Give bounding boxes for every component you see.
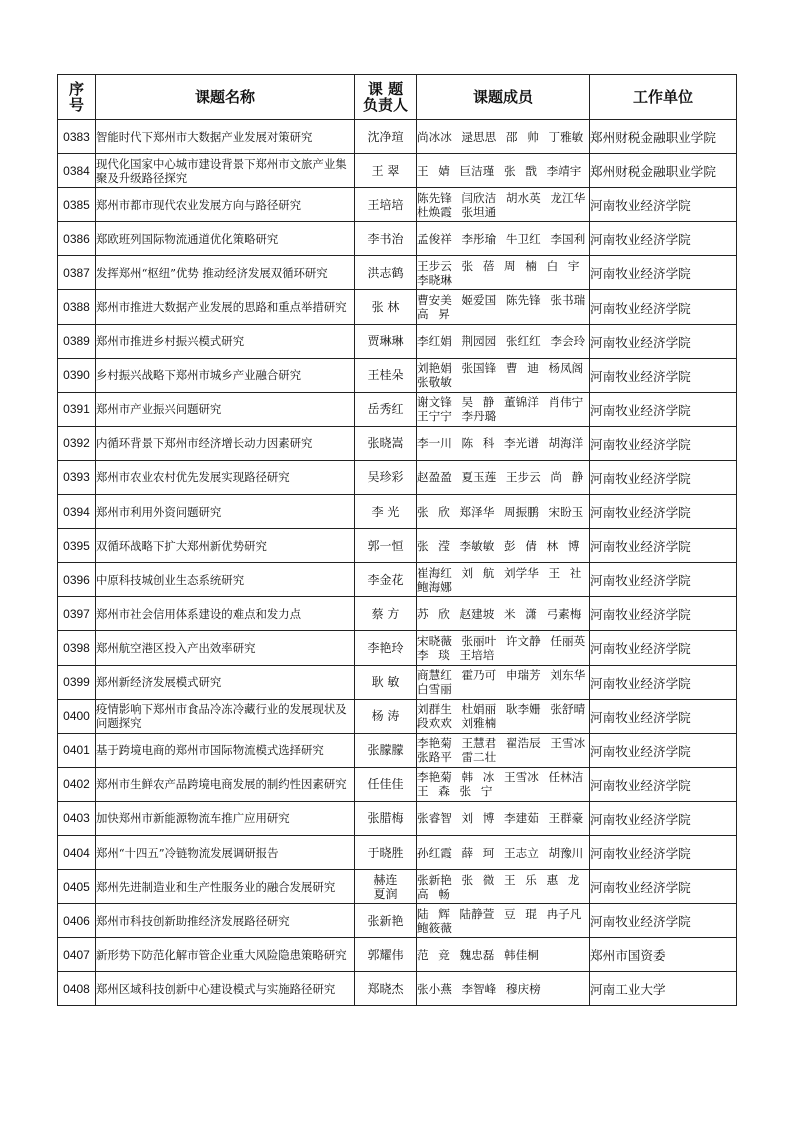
table-row	[58, 938, 737, 972]
topic-members: 刘群生 杜娟丽 耿李姗 张舒晴 段欢欢 刘雅楠	[417, 699, 590, 733]
work-unit: 河南牧业经济学院	[590, 290, 737, 324]
topic-title: 郑州“十四五”冷链物流发展调研报告	[96, 835, 355, 869]
table-row	[58, 631, 737, 665]
topic-members: 陈先锋 闫欣洁 胡水英 龙江华 杜焕霞 张坦通	[417, 188, 590, 222]
topic-leader: 于晓胜	[355, 835, 417, 869]
topic-number: 0400	[58, 699, 96, 733]
topic-title: 郑州航空港区投入产出效率研究	[96, 631, 355, 665]
work-unit: 河南牧业经济学院	[590, 256, 737, 290]
topic-title: 郑州市推进大数据产业发展的思路和重点举措研究	[96, 290, 355, 324]
topic-members: 陆 辉 陆静萱 豆 琨 冉子凡 鲍筱薇	[417, 904, 590, 938]
work-unit: 郑州市国资委	[590, 938, 737, 972]
topic-leader: 沈净瑄	[355, 120, 417, 154]
header-title: 课题名称	[96, 75, 355, 120]
topic-number: 0398	[58, 631, 96, 665]
topic-number: 0387	[58, 256, 96, 290]
work-unit: 河南牧业经济学院	[590, 733, 737, 767]
table-row	[58, 563, 737, 597]
topic-number: 0402	[58, 767, 96, 801]
topic-leader: 洪志鹤	[355, 256, 417, 290]
topic-title: 郑州市利用外资问题研究	[96, 495, 355, 529]
topic-number: 0392	[58, 426, 96, 460]
topic-members: 张新艳 张 微 王 乐 惠 龙 高 畅	[417, 870, 590, 904]
topic-leader: 郭一恒	[355, 529, 417, 563]
topic-number: 0395	[58, 529, 96, 563]
topic-leader: 郭耀伟	[355, 938, 417, 972]
topic-members: 张 欣 郑泽华 周振鹏 宋盼玉	[417, 495, 590, 529]
work-unit: 河南牧业经济学院	[590, 767, 737, 801]
topic-leader: 张 林	[355, 290, 417, 324]
topic-number: 0389	[58, 324, 96, 358]
topic-title: 加快郑州市新能源物流车推广应用研究	[96, 801, 355, 835]
topic-leader: 杨 涛	[355, 699, 417, 733]
header-no: 序号	[58, 75, 96, 120]
work-unit: 郑州财税金融职业学院	[590, 154, 737, 188]
work-unit: 河南牧业经济学院	[590, 495, 737, 529]
topic-leader: 郑晓杰	[355, 972, 417, 1006]
topic-title: 疫情影响下郑州市食品冷冻冷藏行业的发展现状及问题探究	[96, 699, 355, 733]
topic-members: 王步云 张 蓓 周 楠 白 宇 李晓琳	[417, 256, 590, 290]
topic-title: 智能时代下郑州市大数据产业发展对策研究	[96, 120, 355, 154]
topic-leader: 耿 敏	[355, 665, 417, 699]
topic-number: 0394	[58, 495, 96, 529]
work-unit: 河南牧业经济学院	[590, 699, 737, 733]
work-unit: 河南牧业经济学院	[590, 835, 737, 869]
topic-title: 新形势下防范化解市管企业重大风险隐患策略研究	[96, 938, 355, 972]
topic-leader: 李 光	[355, 495, 417, 529]
work-unit: 河南牧业经济学院	[590, 222, 737, 256]
topic-members: 商慧红 霍乃可 申瑞芳 刘东华 白雪丽	[417, 665, 590, 699]
topic-members: 崔海红 刘 航 刘学华 王 社 鲍海娜	[417, 563, 590, 597]
topic-members: 李一川 陈 科 李光谱 胡海洋	[417, 426, 590, 460]
table-row	[58, 392, 737, 426]
topic-title: 内循环背景下郑州市经济增长动力因素研究	[96, 426, 355, 460]
work-unit: 河南牧业经济学院	[590, 665, 737, 699]
topic-members: 苏 欣 赵建坡 米 潇 弓素梅	[417, 597, 590, 631]
table-row	[58, 222, 737, 256]
topic-title: 郑州市生鲜农产品跨境电商发展的制约性因素研究	[96, 767, 355, 801]
topic-title: 郑州市社会信用体系建设的难点和发力点	[96, 597, 355, 631]
header-unit: 工作单位	[590, 75, 737, 120]
header-leader: 课 题 负责人	[355, 75, 417, 120]
topic-title: 郑州市科技创新助推经济发展路径研究	[96, 904, 355, 938]
topic-leader: 贾琳琳	[355, 324, 417, 358]
table-row	[58, 256, 737, 290]
topic-leader: 李书治	[355, 222, 417, 256]
work-unit: 河南牧业经济学院	[590, 597, 737, 631]
topic-leader: 任佳佳	[355, 767, 417, 801]
topic-members: 曹安美 姬爱国 陈先锋 张书瑞 高 昇	[417, 290, 590, 324]
work-unit: 河南牧业经济学院	[590, 188, 737, 222]
topic-leader: 李艳玲	[355, 631, 417, 665]
work-unit: 河南牧业经济学院	[590, 904, 737, 938]
topic-title: 郑州市推进乡村振兴模式研究	[96, 324, 355, 358]
topic-members: 李艳菊 王慧君 翟浩辰 王雪冰 张路平 雷二壮	[417, 733, 590, 767]
table-row	[58, 460, 737, 494]
table-row	[58, 290, 737, 324]
topic-leader: 王培培	[355, 188, 417, 222]
work-unit: 河南牧业经济学院	[590, 870, 737, 904]
work-unit: 河南牧业经济学院	[590, 460, 737, 494]
topic-number: 0399	[58, 665, 96, 699]
topic-members: 赵盈盈 夏玉莲 王步云 尚 静	[417, 460, 590, 494]
header-members: 课题成员	[417, 75, 590, 120]
topic-title: 郑州市产业振兴问题研究	[96, 392, 355, 426]
topic-members: 张小燕 李智峰 穆庆榜	[417, 972, 590, 1006]
table-row	[58, 665, 737, 699]
research-topics-table	[57, 74, 737, 1006]
topic-leader: 蔡 方	[355, 597, 417, 631]
work-unit: 郑州财税金融职业学院	[590, 120, 737, 154]
work-unit: 河南牧业经济学院	[590, 631, 737, 665]
work-unit: 河南牧业经济学院	[590, 801, 737, 835]
topic-members: 宋晓薇 张丽叶 许文静 任丽英 李 琰 王培培	[417, 631, 590, 665]
topic-members: 张睿智 刘 博 李建茹 王群豪	[417, 801, 590, 835]
topic-number: 0388	[58, 290, 96, 324]
topic-number: 0396	[58, 563, 96, 597]
topic-members: 范 竞 魏忠磊 韩佳桐	[417, 938, 590, 972]
topic-title: 乡村振兴战略下郑州市城乡产业融合研究	[96, 358, 355, 392]
topic-number: 0406	[58, 904, 96, 938]
topic-leader: 王桂朵	[355, 358, 417, 392]
work-unit: 河南牧业经济学院	[590, 529, 737, 563]
topic-number: 0397	[58, 597, 96, 631]
topic-title: 发挥郑州“枢纽”优势 推动经济发展双循环研究	[96, 256, 355, 290]
table-row	[58, 120, 737, 154]
topic-leader: 张晓嵩	[355, 426, 417, 460]
work-unit: 河南牧业经济学院	[590, 426, 737, 460]
table-row	[58, 699, 737, 733]
work-unit: 河南工业大学	[590, 972, 737, 1006]
topic-members: 刘艳娟 张国锋 曹 迪 杨凤阁 张敬敏	[417, 358, 590, 392]
topic-number: 0393	[58, 460, 96, 494]
table-row	[58, 972, 737, 1006]
topic-number: 0405	[58, 870, 96, 904]
table-row	[58, 733, 737, 767]
topic-number: 0390	[58, 358, 96, 392]
work-unit: 河南牧业经济学院	[590, 358, 737, 392]
work-unit: 河南牧业经济学院	[590, 324, 737, 358]
topic-members: 李艳菊 韩 冰 王雪冰 任林洁 王 森 张 宁	[417, 767, 590, 801]
table-row	[58, 835, 737, 869]
topic-number: 0384	[58, 154, 96, 188]
topic-members: 王 婧 巨洁瑾 张 戬 李靖宇	[417, 154, 590, 188]
topic-leader: 赫连 夏润	[355, 870, 417, 904]
topic-number: 0386	[58, 222, 96, 256]
topic-title: 双循环战略下扩大郑州新优势研究	[96, 529, 355, 563]
topic-leader: 李金花	[355, 563, 417, 597]
table-row	[58, 426, 737, 460]
work-unit: 河南牧业经济学院	[590, 392, 737, 426]
topic-number: 0385	[58, 188, 96, 222]
table-row	[58, 154, 737, 188]
topic-title: 郑州先进制造业和生产性服务业的融合发展研究	[96, 870, 355, 904]
table-row	[58, 767, 737, 801]
topic-leader: 吴珍彩	[355, 460, 417, 494]
table-row	[58, 358, 737, 392]
topic-members: 李红娟 荆园园 张红红 李会玲	[417, 324, 590, 358]
topic-leader: 张朦朦	[355, 733, 417, 767]
topic-title: 郑州区域科技创新中心建设模式与实施路径研究	[96, 972, 355, 1006]
topic-title: 基于跨境电商的郑州市国际物流模式选择研究	[96, 733, 355, 767]
table-row	[58, 324, 737, 358]
table-row	[58, 870, 737, 904]
table-row	[58, 801, 737, 835]
topic-leader: 岳秀红	[355, 392, 417, 426]
header-row	[58, 75, 737, 120]
table-row	[58, 597, 737, 631]
table-row	[58, 188, 737, 222]
work-unit: 河南牧业经济学院	[590, 563, 737, 597]
topic-leader: 张新艳	[355, 904, 417, 938]
topic-members: 谢文锋 吴 静 董锦洋 肖伟宁 王宁宁 李丹璐	[417, 392, 590, 426]
topic-members: 孙红霞 薛 珂 王志立 胡豫川	[417, 835, 590, 869]
table-row	[58, 529, 737, 563]
topic-leader: 张腊梅	[355, 801, 417, 835]
topic-title: 现代化国家中心城市建设背景下郑州市文旅产业集聚及升级路径探究	[96, 154, 355, 188]
topic-number: 0401	[58, 733, 96, 767]
topic-title: 郑欧班列国际物流通道优化策略研究	[96, 222, 355, 256]
topic-number: 0408	[58, 972, 96, 1006]
topic-number: 0391	[58, 392, 96, 426]
topic-title: 郑州市农业农村优先发展实现路径研究	[96, 460, 355, 494]
topic-title: 中原科技城创业生态系统研究	[96, 563, 355, 597]
topic-number: 0404	[58, 835, 96, 869]
table-row	[58, 904, 737, 938]
topic-number: 0403	[58, 801, 96, 835]
topic-leader: 王 翠	[355, 154, 417, 188]
topic-number: 0407	[58, 938, 96, 972]
table-row	[58, 495, 737, 529]
topic-members: 孟俊祥 李彤瑜 牛卫红 李国利	[417, 222, 590, 256]
topic-members: 张 滢 李敏敏 彭 倩 林 博	[417, 529, 590, 563]
topic-members: 尚冰冰 逯思思 邵 帅 丁雅敏	[417, 120, 590, 154]
topic-number: 0383	[58, 120, 96, 154]
topic-title: 郑州新经济发展模式研究	[96, 665, 355, 699]
topic-title: 郑州市都市现代农业发展方向与路径研究	[96, 188, 355, 222]
